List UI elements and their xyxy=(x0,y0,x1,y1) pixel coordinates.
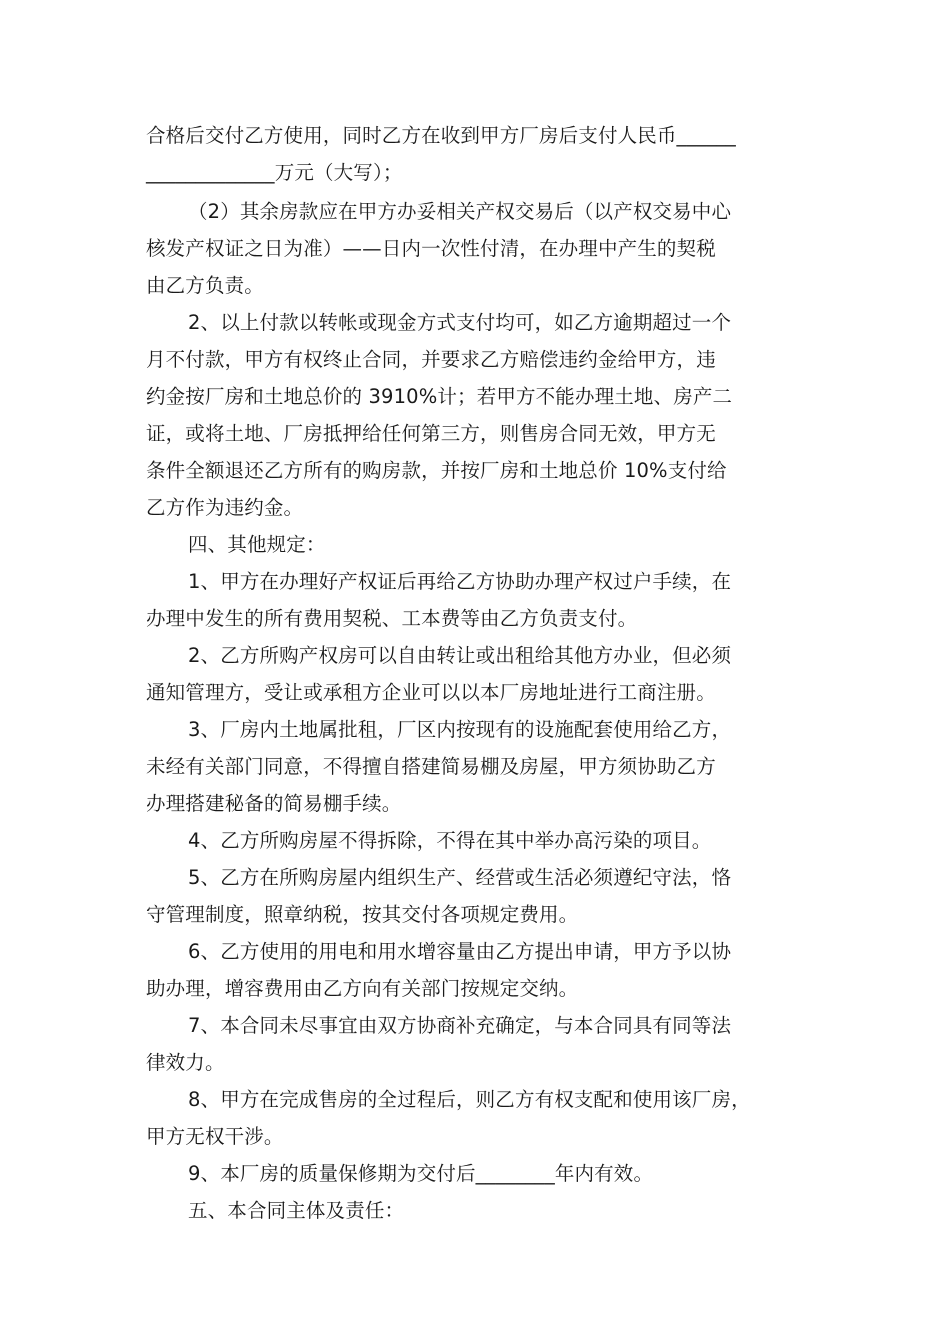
text-line: 办理中发生的所有费用契税、工本费等由乙方负责支付。 xyxy=(146,607,638,630)
text-line: 办理搭建秘备的简易棚手续。 xyxy=(146,792,402,815)
text-line: 2、以上付款以转帐或现金方式支付均可，如乙方逾期超过一个 xyxy=(188,311,732,334)
text-line: 约金按厂房和土地总价的 3910%计；若甲方不能办理土地、房产二 xyxy=(146,385,733,408)
text-line: 7、本合同未尽事宜由双方协商补充确定，与本合同具有同等法 xyxy=(188,1014,732,1037)
text-line: _____________万元（大写）； xyxy=(146,161,403,184)
text-line: 2、乙方所购产权房可以自由转让或出租给其他方办业，但必须 xyxy=(188,644,732,667)
section-heading: 四、其他规定： xyxy=(188,533,326,556)
text-line: 通知管理方，受让或承租方企业可以以本厂房地址进行工商注册。 xyxy=(146,681,716,704)
text-line: 5、乙方在所购房屋内组织生产、经营或生活必须遵纪守法，恪 xyxy=(188,866,732,889)
text-line: （2）其余房款应在甲方办妥相关产权交易后（以产权交易中心 xyxy=(188,200,732,223)
text-line: 甲方无权干涉。 xyxy=(146,1125,284,1148)
text-line: 乙方作为违约金。 xyxy=(146,496,304,519)
text-line: 核发产权证之日为准）——日内一次性付清，在办理中产生的契税 xyxy=(146,237,716,260)
text-line: 1、甲方在办理好产权证后再给乙方协助办理产权过户手续，在 xyxy=(188,570,732,593)
text-line: 由乙方负责。 xyxy=(146,274,264,297)
text-line: 4、乙方所购房屋不得拆除，不得在其中举办高污染的项目。 xyxy=(188,829,712,852)
text-line: 8、甲方在完成售房的全过程后，则乙方有权支配和使用该厂房， xyxy=(188,1088,751,1111)
text-line: 月不付款，甲方有权终止合同，并要求乙方赔偿违约金给甲方，违 xyxy=(146,348,716,371)
text-line: 条件全额退还乙方所有的购房款，并按厂房和土地总价 10%支付给 xyxy=(146,459,727,482)
text-line: 助办理，增容费用由乙方向有关部门按规定交纳。 xyxy=(146,977,579,1000)
section-heading: 五、本合同主体及责任： xyxy=(188,1199,405,1222)
text-line: 3、厂房内土地属批租，厂区内按现有的设施配套使用给乙方， xyxy=(188,718,732,741)
text-line: 未经有关部门同意，不得擅自搭建简易棚及房屋，甲方须协助乙方 xyxy=(146,755,716,778)
text-line: 证，或将土地、厂房抵押给任何第三方，则售房合同无效，甲方无 xyxy=(146,422,716,445)
text-line: 9、本厂房的质量保修期为交付后________年内有效。 xyxy=(188,1162,654,1185)
text-line: 6、乙方使用的用电和用水增容量由乙方提出申请，甲方予以协 xyxy=(188,940,732,963)
text-line: 守管理制度，照章纳税，按其交付各项规定费用。 xyxy=(146,903,579,926)
text-line: 律效力。 xyxy=(146,1051,225,1074)
text-line: 合格后交付乙方使用，同时乙方在收到甲方厂房后支付人民币______ xyxy=(146,124,736,147)
